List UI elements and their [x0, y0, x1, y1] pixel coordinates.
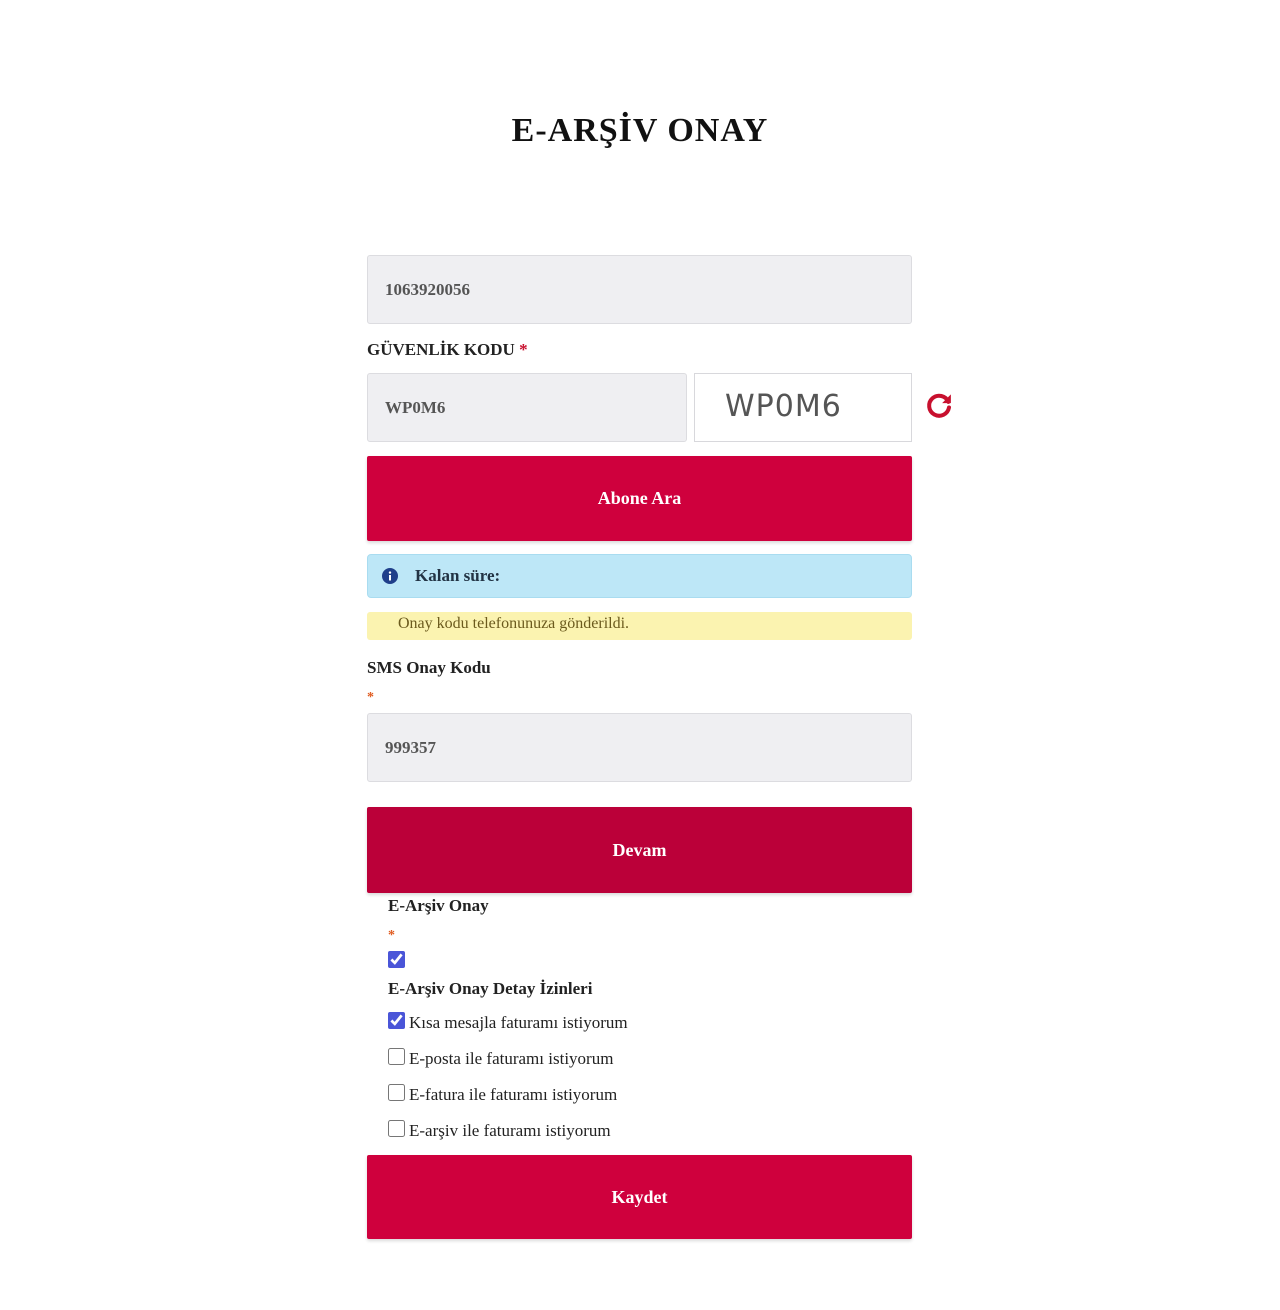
sms-code-input[interactable]: [367, 713, 912, 782]
email-invoice-label[interactable]: E-posta ile faturamı istiyorum: [409, 1049, 614, 1068]
efatura-invoice-label[interactable]: E-fatura ile faturamı istiyorum: [409, 1085, 618, 1104]
sms-invoice-label[interactable]: Kısa mesajla faturamı istiyorum: [409, 1013, 628, 1032]
earsiv-consent-label: E-Arşiv Onay: [388, 896, 489, 915]
sms-required-mark: *: [367, 690, 374, 705]
sms-code-label: SMS Onay Kodu: [367, 658, 491, 677]
efatura-invoice-checkbox[interactable]: [388, 1084, 405, 1101]
earsiv-invoice-label[interactable]: E-arşiv ile faturamı istiyorum: [409, 1121, 611, 1140]
captcha-image: WP0M6: [694, 373, 912, 442]
save-button[interactable]: Kaydet: [367, 1155, 912, 1239]
refresh-icon[interactable]: [924, 390, 954, 420]
required-mark: *: [519, 340, 528, 359]
email-invoice-checkbox[interactable]: [388, 1048, 405, 1065]
remaining-time-alert: [367, 554, 912, 598]
sms-invoice-checkbox[interactable]: [388, 1012, 405, 1029]
earsiv-required-mark: *: [388, 928, 395, 943]
security-code-label-text: GÜVENLİK KODU: [367, 340, 515, 359]
search-subscriber-button[interactable]: Abone Ara: [367, 456, 912, 541]
security-code-input[interactable]: [367, 373, 687, 442]
remaining-time-text: Kalan süre:: [415, 566, 501, 585]
page-title: E-ARŞİV ONAY: [511, 112, 769, 149]
continue-button[interactable]: Devam: [367, 807, 912, 893]
code-sent-text: Onay kodu telefonunuza gönderildi.: [398, 615, 630, 632]
earsiv-invoice-checkbox[interactable]: [388, 1120, 405, 1137]
permissions-title: E-Arşiv Onay Detay İzinleri: [388, 979, 593, 998]
code-sent-alert: [367, 612, 912, 640]
earsiv-consent-checkbox[interactable]: [388, 951, 405, 968]
subscriber-number-input[interactable]: [367, 255, 912, 324]
security-code-label: [367, 340, 528, 360]
info-icon: [382, 568, 398, 584]
